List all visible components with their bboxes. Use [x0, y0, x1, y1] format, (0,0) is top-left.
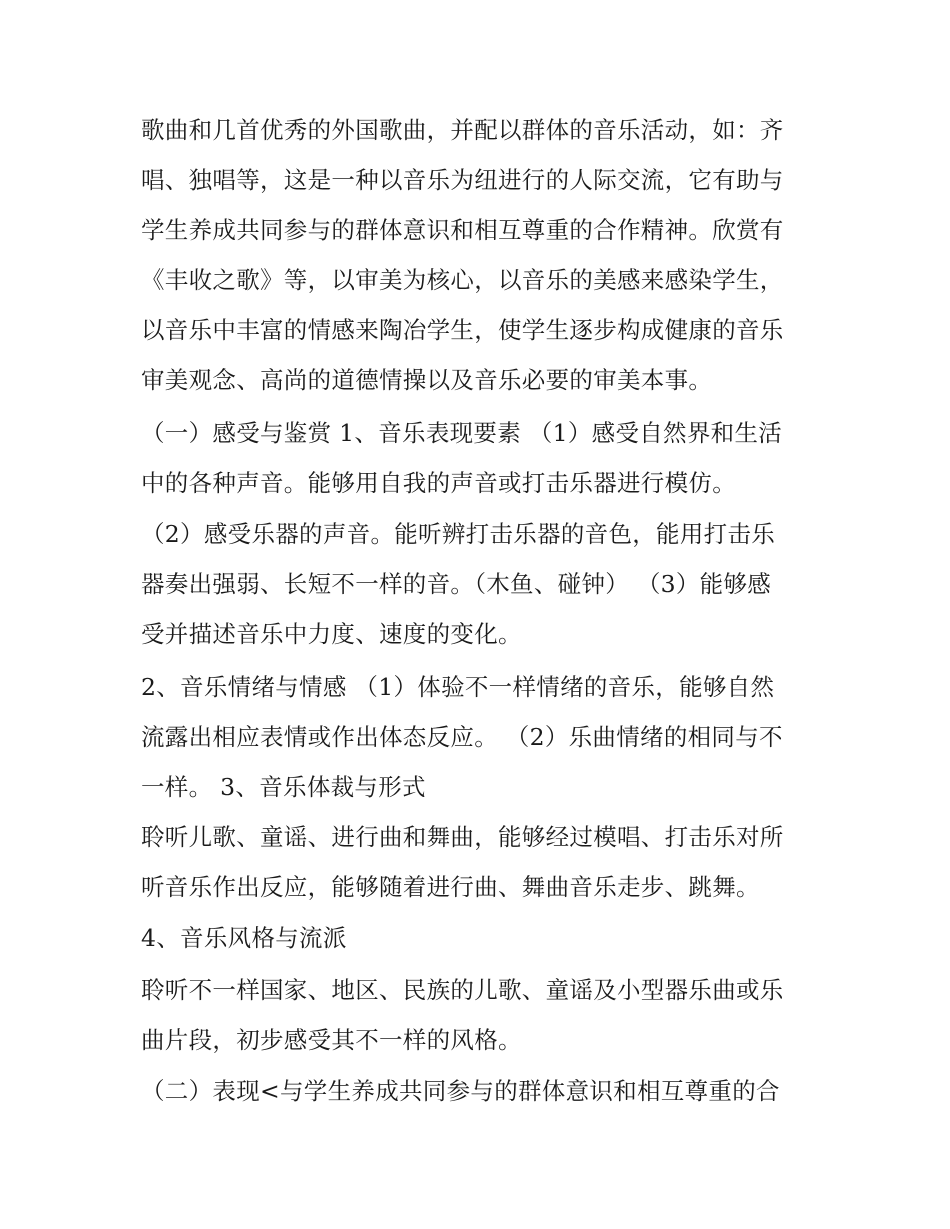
text-line: 以音乐中丰富的情感来陶冶学生，使学生逐步构成健康的音乐 [141, 316, 784, 344]
text-line: 受并描述音乐中力度、速度的变化。 [141, 620, 522, 648]
text-line: 聆听儿歌、童谣、进行曲和舞曲，能够经过模唱、打击乐对所 [141, 823, 784, 851]
text-line: （一）感受与鉴赏 1、音乐表现要素 （1）感受自然界和生活 [141, 419, 783, 447]
text-line: 流露出相应表情或作出体态反应。 （2）乐曲情绪的相同与不 [141, 723, 783, 751]
text-line: （2）感受乐器的声音。能听辨打击乐器的音色，能用打击乐 [141, 520, 776, 548]
text-line: 审美观念、高尚的道德情操以及音乐必要的审美本事。 [141, 366, 713, 394]
text-line: 中的各种声音。能够用自我的声音或打击乐器进行模仿。 [141, 469, 736, 497]
text-line: 一样。 3、音乐体裁与形式 [141, 773, 426, 801]
text-line: 歌曲和几首优秀的外国歌曲，并配以群体的音乐活动，如：齐 [141, 116, 784, 144]
text-line: 2、音乐情绪与情感 （1）体验不一样情绪的音乐，能够自然 [141, 673, 775, 701]
text-line: 曲片段，初步感受其不一样的风格。 [141, 1026, 522, 1054]
text-line: 学生养成共同参与的群体意识和相互尊重的合作精神。欣赏有 [141, 216, 784, 244]
text-line: 唱、独唱等，这是一种以音乐为纽进行的人际交流，它有助与 [141, 166, 784, 194]
text-line: 器奏出强弱、长短不一样的音。（木鱼、碰钟） （3）能够感 [141, 570, 772, 598]
text-line: （二）表现<与学生养成共同参与的群体意识和相互尊重的合 [141, 1077, 780, 1105]
text-line: 《丰收之歌》等，以审美为核心，以音乐的美感来感染学生， [141, 266, 784, 294]
text-line: 听音乐作出反应，能够随着进行曲、舞曲音乐走步、跳舞。 [141, 873, 760, 901]
text-line: 聆听不一样国家、地区、民族的儿歌、童谣及小型器乐曲或乐 [141, 976, 784, 1004]
text-line: 4、音乐风格与流派 [141, 924, 347, 952]
